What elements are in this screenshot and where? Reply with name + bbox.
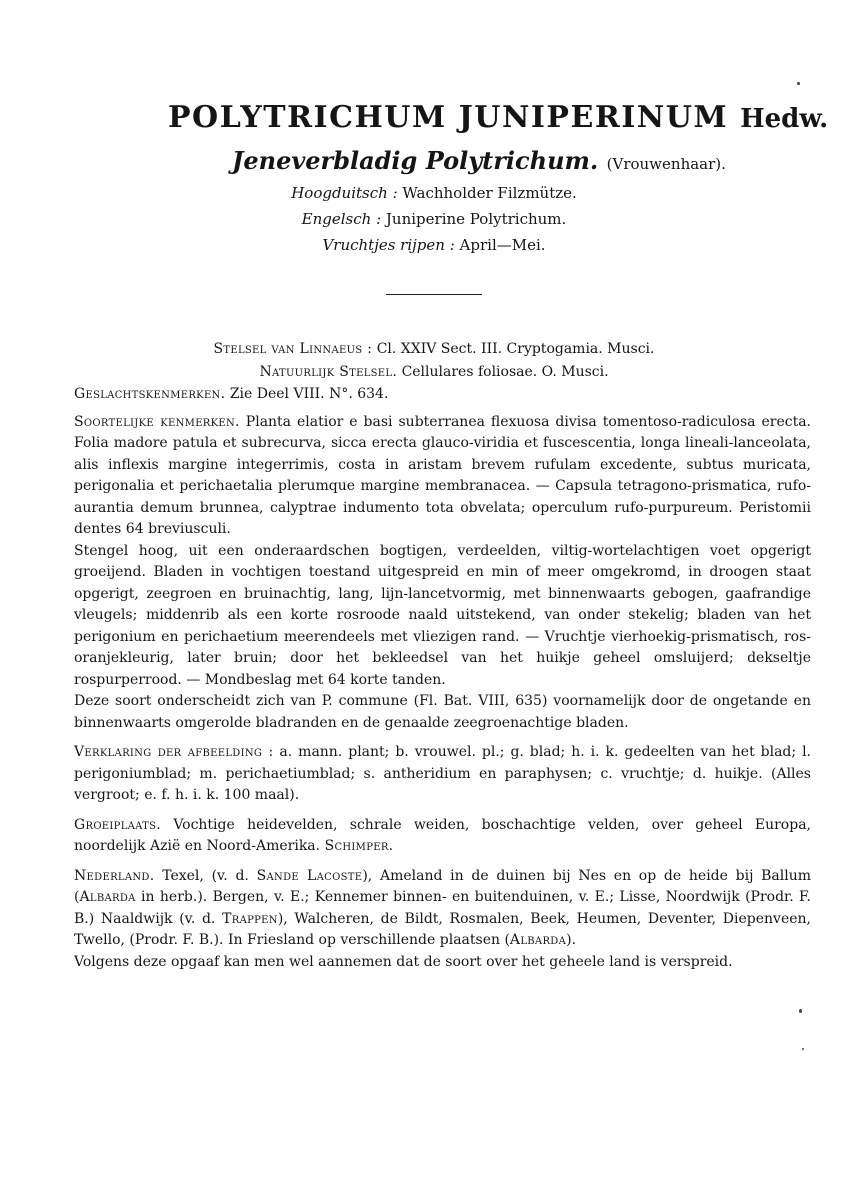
vernacular-label: Hoogduitsch : [291,184,398,202]
collector-name: Albarda [79,889,136,905]
genus-paragraph [74,384,811,406]
netherlands-text-5: ). [566,932,577,948]
divider-rule [386,294,482,295]
linnaeus-system [0,341,868,357]
netherlands-paragraph [74,866,811,952]
genus-label: Geslachtskenmerken. [74,386,226,402]
netherlands-text-1: Texel, (v. d. [162,867,249,884]
vernacular-text: Wachholder Filzmütze. [402,184,577,202]
species-dutch-paragraph: Stengel hoog, uit een onderaardschen bogtigen, verdeelden, viltig-wortelachtigen voet opgerigt groeijend. Bladen in vochtigen toestand uitgespreid en min of meer omgekromd, in droogen staat opgerigt, zeegroen en bruinachtig, lang, lijn-lancetvormig, met binnenwaarts gebogen, gaafrandige vleugels; middenrib als een korte rosroode naald uitstekend, van onder stekelig; bladen van het perigonium en perichaetium meerendeels met vliezigen rand. — Vruchtje vierhoekig-prismatisch, ros-oranjekleurig, later bruin; door het bekleedsel van het huikje geheel omsluijerd; dekseltje rospurperrood. — Mondbeslag met 64 korte tanden. [74,542,811,688]
netherlands-text-4: ), Walcheren, de Bildt, Rosmalen, Beek, Heumen, Deventer, Diepenveen, Twello, (Prodr. F. B.). In Friesland op verschillende plaatsen ( [74,910,811,948]
description-body [74,384,811,973]
vernacular-text: April—Mei. [459,236,546,254]
habitat-text: Vochtige heidevelden, schrale weiden, boschachtige velden, over geheel Europa, noordelijk Azië en Noord-Amerika. [74,816,811,854]
habitat-source: Schimper. [324,838,394,854]
page-title [168,100,828,135]
conclusion-paragraph: Volgens deze opgaaf kan men wel aannemen dat de soort over het geheele land is verspreid. [74,953,733,970]
dutch-name [232,146,726,175]
habitat-paragraph [74,815,811,858]
vernacular-english [0,210,868,228]
species-name: POLYTRICHUM JUNIPERINUM [168,100,729,135]
linnaeus-text: Cl. XXIV Sect. III. Cryptogamia. Musci. [376,341,655,357]
genus-text: Zie Deel VIII. N°. 634. [229,386,389,402]
vernacular-label: Engelsch : [301,210,382,228]
figures-text: a. mann. plant; b. vrouwel. pl.; g. blad; h. i. k. gedeelten van het blad; l. perigoniumblad; m. perichaetiumblad; s. antheridium en paraphysen; c. vruchtje; d. huikje. (Alles vergroot; e. f. h. i. k. 100 maal). [74,744,811,803]
collector-name: Albarda [509,932,567,948]
collector-name: Trappen [222,910,278,927]
natural-text: Cellulares foliosae. O. Musci. [401,364,609,380]
vernacular-text: Juniperine Polytrichum. [385,210,567,228]
species-latin-paragraph [74,412,811,541]
print-speck [799,1009,802,1013]
netherlands-text-2: ), Ameland in de duinen bij Nes en op de heide bij Ballum ( [74,867,812,905]
figures-paragraph [74,742,811,807]
natural-system [0,364,868,380]
species-note-paragraph: Deze soort onderscheidt zich van P. commune (Fl. Bat. VIII, 635) voornamelijk door de ongetande en binnenwaarts omgerolde bladranden en de genaalde zeegroenachtige bladen. [74,693,811,731]
species-label: Soortelijke kenmerken. [74,413,240,430]
author-abbreviation: Hedw. [740,104,829,134]
species-latin-text: Planta elatior e basi subterranea flexuosa divisa tomentoso-radiculosa erecta. Folia madore patula et subrecurva, sicca erecta glauco-viridia et fuscescentia, longa lineali-lanceolata, alis inflexis margine integerrimis, costa in aristam brevem rufulam excedente, subtus muricata, perigonalia et perichaetalia plerumque margine membranacea. — Capsula tetragono-prismatica, rufo-aurantia demum brunnea, calyptrae indumento tota obvelata; operculum rufo-purpureum. Peristomii dentes 64 breviusculi. [74,413,812,537]
vernacular-german [0,184,868,202]
dutch-name-text: Jeneverbladig Polytrichum. [232,146,599,175]
collector-name: Sande Lacoste [256,867,363,884]
linnaeus-label: Stelsel van Linnaeus : [213,341,373,357]
netherlands-label: Nederland. [74,867,155,884]
netherlands-text-3: in herb.). Bergen, v. E.; Kennemer binnen- en buitenduinen, v. E.; Lisse, Noordwijk (Prodr. F. B.) Naaldwijk (v. d. [74,889,811,927]
vernacular-label: Vruchtjes rijpen : [322,236,455,254]
print-speck [797,82,800,85]
print-speck [802,1048,804,1050]
figures-label: Verklaring der afbeelding : [74,744,274,760]
natural-label: Natuurlijk Stelsel. [259,364,398,380]
habitat-label: Groeiplaats. [74,816,161,833]
vernacular-ripening [0,236,868,254]
dutch-alt-name: (Vrouwenhaar). [606,155,726,173]
